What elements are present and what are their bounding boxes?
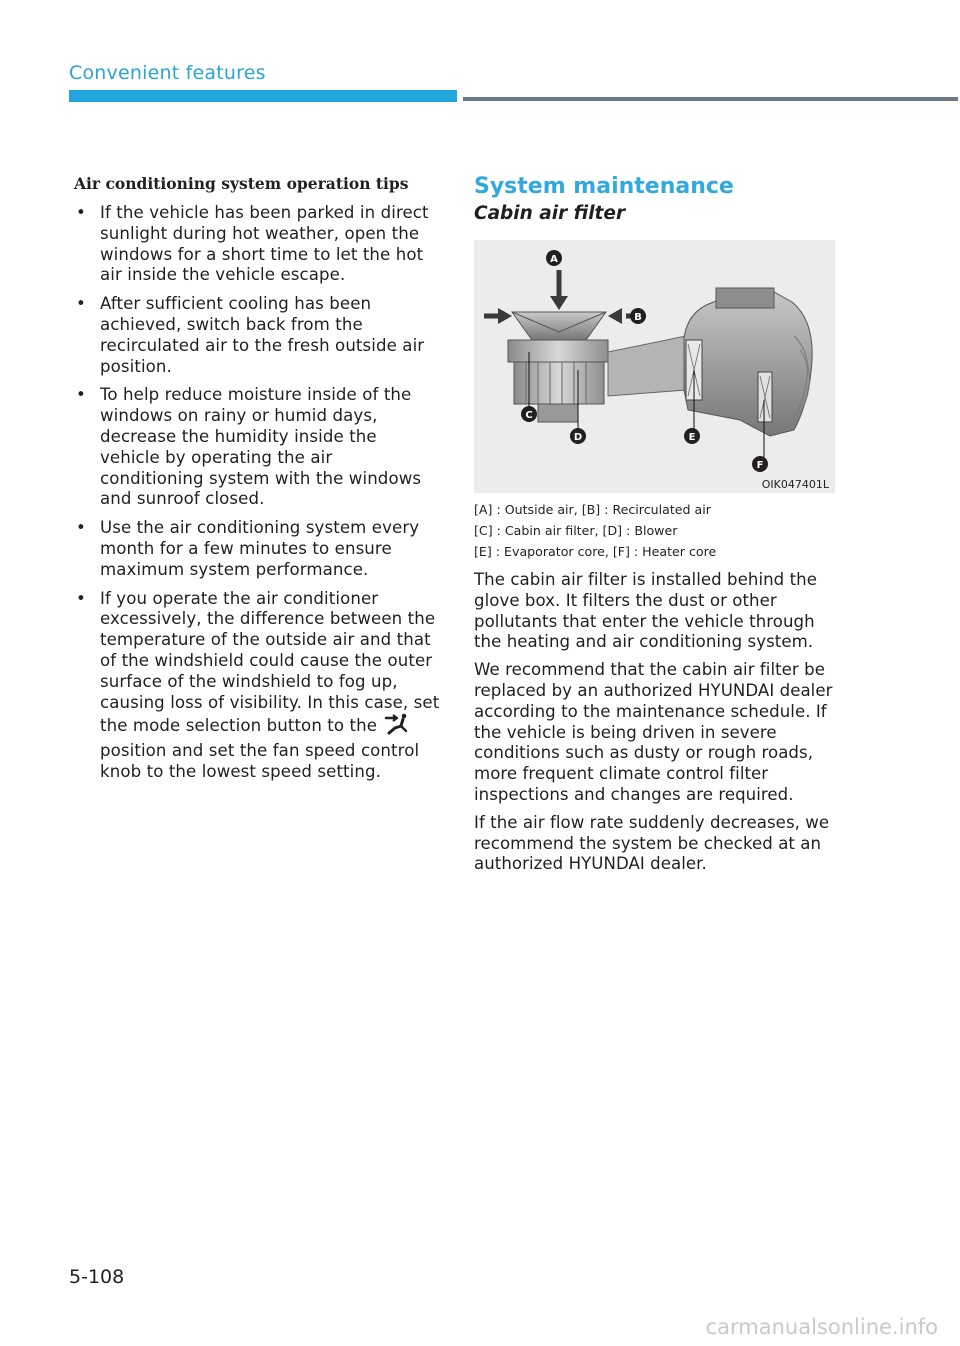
caption-line: [A] : Outside air, [B] : Recirculated air xyxy=(474,502,711,517)
mode-floor-defrost-icon xyxy=(384,713,410,741)
svg-text:E: E xyxy=(688,432,696,443)
diagram-label-d xyxy=(570,428,586,444)
cabin-air-filter-body xyxy=(474,570,840,875)
list-item: • Use the air conditioning system every month for a few minutes to ensure maximum system performance. xyxy=(74,518,440,580)
cabin-air-filter-diagram xyxy=(474,240,835,493)
body-paragraph: We recommend that the cabin air filter be replaced by an authorized HYUNDAI dealer according to the maintenance schedule. If the vehicle is being driven in severe conditions such as dusty or rough roads, more frequent climate control filter inspections and changes are required. xyxy=(474,660,833,804)
tip5-text-before: If you operate the air conditioner excessively, the difference between the temperature of the outside air and that of the windshield could cause the outer surface of the windshield to fog up, causing loss of visibility. In this case, set the mode selection button to the xyxy=(100,588,440,736)
list-item: • If the vehicle has been parked in direct sunlight during hot weather, open the windows for a short time to let the hot air inside the vehicle escape. xyxy=(74,203,440,286)
header-accent-bar xyxy=(69,90,457,102)
body-paragraph: If the air flow rate suddenly decreases, we recommend the system be checked at an authorized HYUNDAI dealer. xyxy=(474,812,830,874)
watermark: carmanualsonline.info xyxy=(705,1315,938,1339)
caption-line: [E] : Evaporator core, [F] : Heater core xyxy=(474,544,717,559)
svg-text:B: B xyxy=(634,312,642,323)
header-rule xyxy=(463,97,958,101)
page-number: 5-108 xyxy=(69,1266,125,1288)
right-column xyxy=(474,172,840,882)
list-item: • After sufficient cooling has been achieved, switch back from the recirculated air to the fresh outside air position. xyxy=(74,294,440,377)
svg-text:D: D xyxy=(573,432,583,443)
svg-text:F: F xyxy=(756,460,764,471)
diagram-label-c xyxy=(521,406,537,422)
page-section-title: Convenient features xyxy=(69,62,266,84)
system-maintenance-title: System maintenance xyxy=(474,174,734,199)
diagram-label-f xyxy=(752,456,768,472)
tip5-text-after: position and set the fan speed control knob to the lowest speed setting. xyxy=(100,741,420,781)
list-item: • To help reduce moisture inside of the windows on rainy or humid days, decrease the humidity inside the vehicle by operating the air conditioning system with the windows and sunroof closed. xyxy=(74,385,440,510)
left-column xyxy=(74,174,440,791)
ac-tips-list xyxy=(74,203,440,783)
figure-captions xyxy=(474,499,840,562)
diagram-illustration xyxy=(474,240,835,493)
caption-line: [C] : Cabin air filter, [D] : Blower xyxy=(474,523,678,538)
svg-text:C: C xyxy=(525,410,533,421)
ac-tips-heading: Air conditioning system operation tips xyxy=(74,174,409,193)
diagram-label-b xyxy=(630,308,646,324)
cabin-air-filter-title: Cabin air filter xyxy=(474,203,626,224)
diagram-label-a xyxy=(546,250,562,266)
svg-text:A: A xyxy=(550,254,558,265)
diagram-label-e xyxy=(684,428,700,444)
body-paragraph: The cabin air filter is installed behind the glove box. It filters the dust or other pollutants that enter the vehicle through the heating and air conditioning system. xyxy=(474,570,817,652)
list-item xyxy=(74,589,440,783)
figure-code: OIK047401L xyxy=(761,478,829,491)
